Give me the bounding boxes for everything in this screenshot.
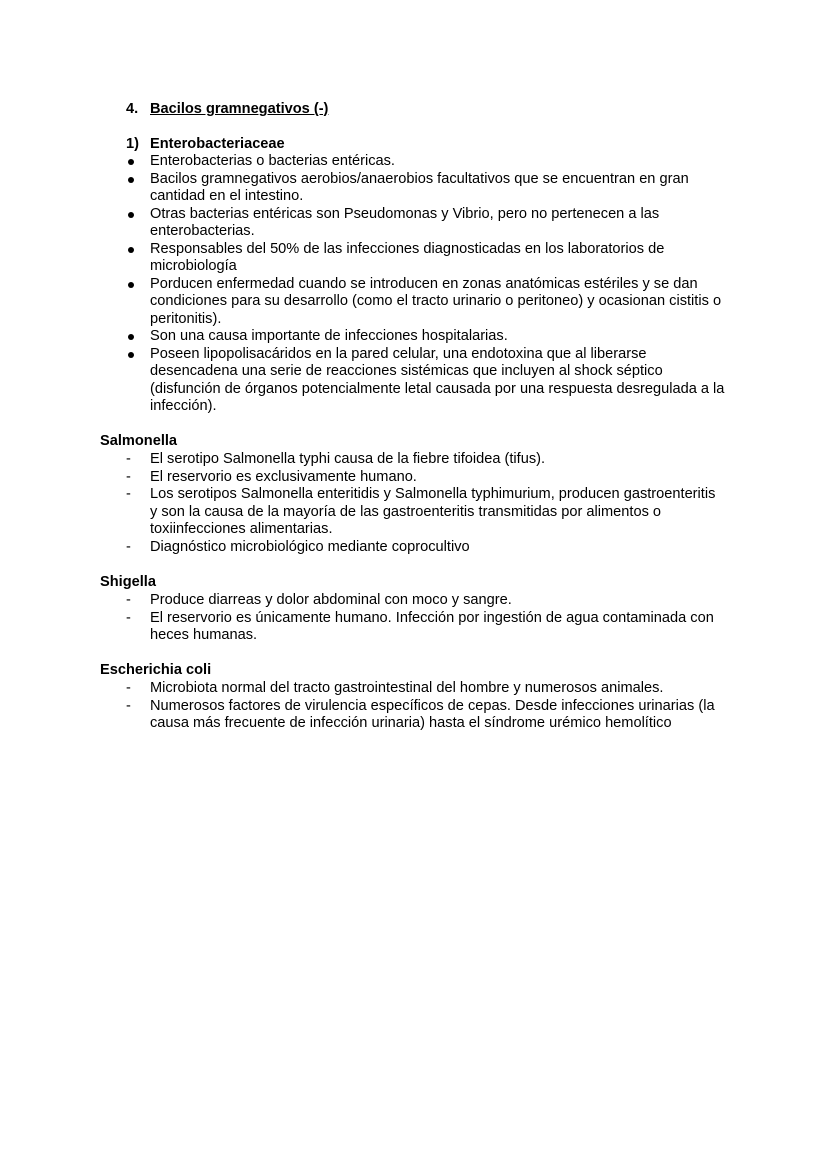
shigella-title: Shigella (100, 574, 156, 590)
list-item: - Diagnóstico microbiológico mediante coprocultivo (126, 539, 726, 557)
list-item: Son una causa importante de infecciones hospitalarias. (126, 328, 736, 346)
ecoli-list (126, 680, 726, 733)
list-item: Responsables del 50% de las infecciones diagnosticadas en los laboratorios de microbiología (126, 241, 736, 276)
list-item: - El serotipo Salmonella typhi causa de la fiebre tifoidea (tifus). (126, 451, 726, 469)
list-item: Otras bacterias entéricas son Pseudomonas y Vibrio, pero no pertenecen a las enterobacterias. (126, 206, 736, 241)
subsection-heading (126, 136, 285, 154)
list-item: - Microbiota normal del tracto gastrointestinal del hombre y numerosos animales. (126, 680, 726, 698)
list-item: Porducen enfermedad cuando se introducen en zonas anatómicas estériles y se dan condiciones para su desarrollo (como el tracto urinario o peritoneo) y ocasionan cistitis o peritonitis). (126, 276, 736, 329)
ecoli-title: Escherichia coli (100, 662, 212, 678)
enterobacteriaceae-list (126, 153, 736, 416)
salmonella-title: Salmonella (100, 433, 178, 449)
list-item: - Numerosos factores de virulencia específicos de cepas. Desde infecciones urinarias (la causa más frecuente de infección urinaria) hasta el síndrome urémico hemolítico (126, 698, 726, 733)
salmonella-list (126, 451, 726, 556)
list-item: - Produce diarreas y dolor abdominal con moco y sangre. (126, 592, 726, 610)
shigella-list (126, 592, 726, 645)
list-item: Enterobacterias o bacterias entéricas. (126, 153, 736, 171)
section-heading (126, 101, 328, 119)
section-heading-number: 4. (126, 101, 139, 117)
list-item: Poseen lipopolisacáridos en la pared celular, una endotoxina que al liberarse desencadena una serie de reacciones sistémicas que incluyen al shock séptico (disfunción de órganos potencialmente letal causada por una respuesta desregulada a la infección). (126, 346, 736, 416)
list-item: - El reservorio es únicamente humano. Infección por ingestión de agua contaminada con heces humanas. (126, 610, 726, 645)
section-heading-text: Bacilos gramnegativos (-) (150, 101, 329, 117)
subsection-heading-number: 1) (126, 136, 139, 152)
list-item: - El reservorio es exclusivamente humano. (126, 469, 726, 487)
list-item: Bacilos gramnegativos aerobios/anaerobios facultativos que se encuentran en gran cantidad en el intestino. (126, 171, 736, 206)
subsection-heading-text: Enterobacteriaceae (150, 136, 285, 152)
list-item: - Los serotipos Salmonella enteritidis y Salmonella typhimurium, producen gastroenteritis y son la causa de la mayoría de las gastroenteritis transmitidas por alimentos o toxiinfecciones alimentarias. (126, 486, 726, 539)
